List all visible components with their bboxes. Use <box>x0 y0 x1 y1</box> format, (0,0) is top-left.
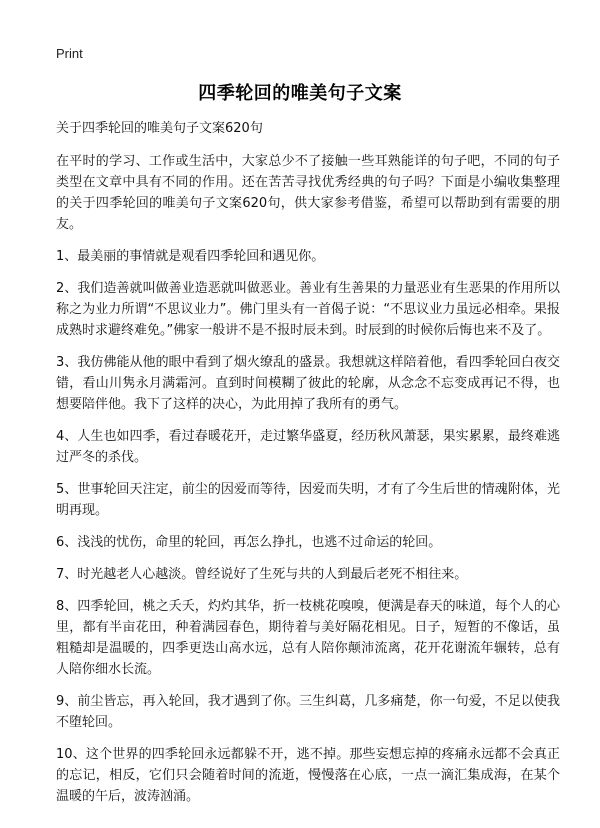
list-item: 4、人生也如四季，看过春暖花开，走过繁华盛夏，经历秋风萧瑟，果实累累，最终难逃过严冬的杀伐。 <box>56 429 560 465</box>
list-item: 5、世事轮回天注定，前尘的因爱而等待，因爱而失明，才有了今生后世的情魂附体，光明再现。 <box>56 482 560 518</box>
list-item: 2、我们造善就叫做善业造恶就叫做恶业。善业有生善果的力量恶业有生恶果的作用所以称之为业力所谓“不思议业力”。佛门里头有一首偈子说：“不思议业力虽远必相牵。果报成熟时求避终难免。”佛家一般讲不是不报时辰未到。时辰到的时候你后悔也来不及了。 <box>56 281 560 338</box>
list-item: 3、我仿佛能从他的眼中看到了烟火缭乱的盛景。我想就这样陪着他，看四季轮回白夜交错，看山川隽永月满霜河。直到时间模糊了彼此的轮廓，从念念不忘变成再记不得，也想要陪伴他。我下了这样的决心，为此用掉了我所有的勇气。 <box>56 355 560 412</box>
document-title: 四季轮回的唯美句子文案 <box>198 83 402 104</box>
intro-paragraph: 在平时的学习、工作或生活中，大家总少不了接触一些耳熟能详的句子吧，不同的句子类型在文章中具有不同的作用。还在苦苦寻找优秀经典的句子吗？下面是小编收集整理的关于四季轮回的唯美句子文案620句，供大家参考借鉴，希望可以帮助到有需要的朋友。 <box>56 154 560 232</box>
list-item: 10、这个世界的四季轮回永远都躲不开，逃不掉。那些妄想忘掉的疼痛永远都不会真正的忘记，相反，它们只会随着时间的流逝，慢慢落在心底，一点一滴汇集成海，在某个温暖的午后，波涛汹涌。 <box>56 747 560 804</box>
list-item: 9、前尘皆忘，再入轮回，我才遇到了你。三生纠葛，几多痛楚，你一句爱，不足以使我不堕轮回。 <box>56 694 560 730</box>
list-item: 7、时光越老人心越淡。曾经说好了生死与共的人到最后老死不相往来。 <box>56 567 468 582</box>
document-subtitle: 关于四季轮回的唯美句子文案620句 <box>56 121 263 136</box>
list-item: 8、四季轮回，桃之夭夭，灼灼其华，折一枝桃花嗅嗅，便满是春天的味道，每个人的心里，都有半亩花田，种着满园春色，期待着与美好隔花相见。日子，短暂的不像话，虽粗糙却是温暖的，四季更迭山高水远，总有人陪你颠沛流离，花开花谢流年辗转，总有人陪你细水长流。 <box>56 599 560 677</box>
document-body <box>56 151 560 818</box>
list-item: 1、最美丽的事情就是观看四季轮回和遇见你。 <box>56 249 325 264</box>
list-item: 6、浅浅的忧伤，命里的轮回，再怎么挣扎，也逃不过命运的轮回。 <box>56 535 442 550</box>
print-link[interactable]: Print <box>56 46 83 61</box>
